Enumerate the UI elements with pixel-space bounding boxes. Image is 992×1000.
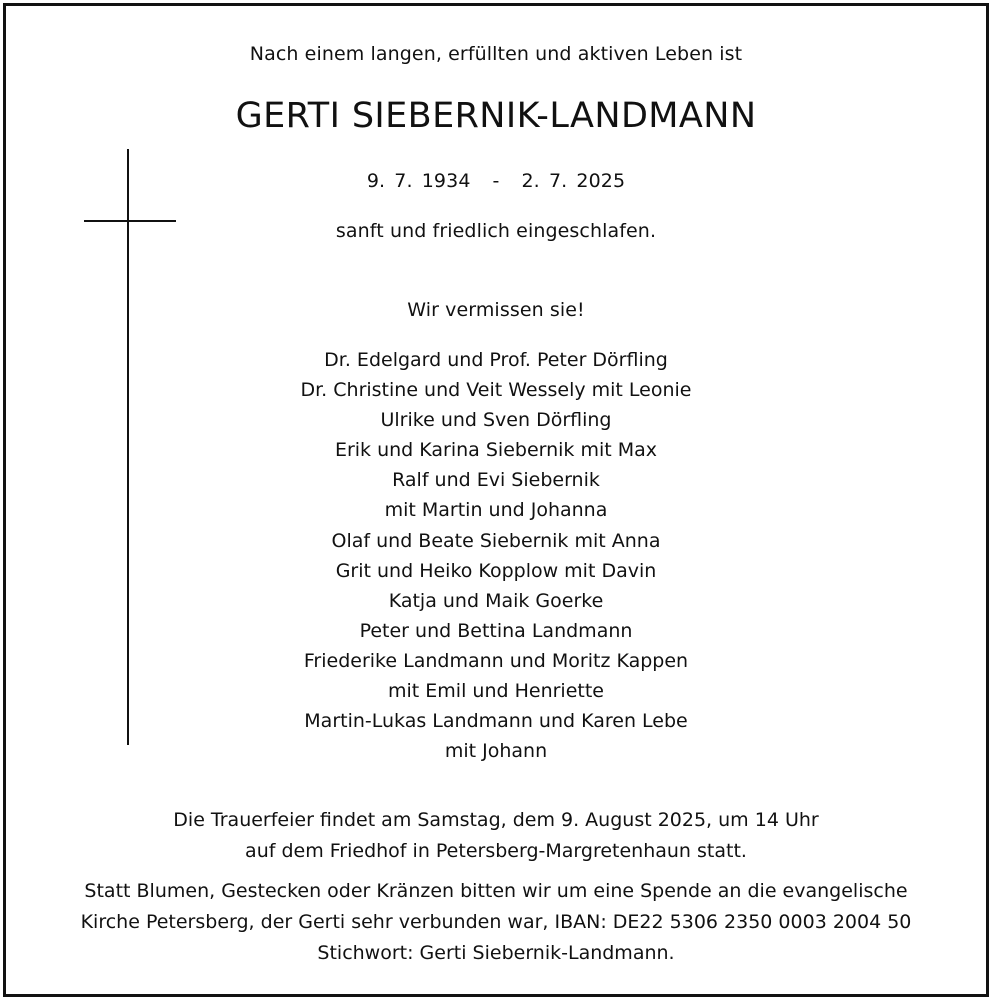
- birth-date: 9. 7. 1934: [366, 170, 471, 192]
- donation-line: Kirche Petersberg, der Gerti sehr verbunden war, IBAN: DE22 5306 2350 0003 2004 50: [80, 911, 912, 933]
- family-member: Olaf und Beate Siebernik mit Anna: [331, 529, 661, 552]
- family-member: Erik und Karina Siebernik mit Max: [334, 439, 658, 462]
- donation-line: Stichwort: Gerti Siebernik-Landmann.: [317, 942, 675, 964]
- life-dates: [6, 166, 986, 196]
- donation-details: [6, 876, 986, 969]
- donation-line: Statt Blumen, Gestecken oder Kränzen bitten wir um eine Spende an die evangelische: [84, 880, 908, 902]
- obituary-notice: [3, 3, 989, 997]
- cross-vertical-bar: [127, 149, 129, 745]
- family-member: mit Emil und Henriette: [388, 680, 604, 703]
- family-member: Grit und Heiko Kopplow mit Davin: [335, 559, 657, 582]
- family-member: Friederike Landmann und Moritz Kappen: [303, 649, 689, 672]
- family-member: Peter und Bettina Landmann: [359, 619, 633, 642]
- family-member: Katja und Maik Goerke: [388, 589, 604, 612]
- intro-text: Nach einem langen, erfüllten und aktiven Leben ist: [249, 43, 743, 65]
- passed-away-text: sanft und friedlich eingeschlafen.: [335, 220, 657, 242]
- date-separator: -: [492, 170, 500, 192]
- funeral-line: Die Trauerfeier findet am Samstag, dem 9. August 2025, um 14 Uhr: [173, 809, 819, 831]
- family-member: Dr. Edelgard und Prof. Peter Dörfling: [324, 349, 668, 371]
- family-member: mit Martin und Johanna: [384, 499, 608, 522]
- family-member: Ulrike und Sven Dörfling: [380, 409, 612, 432]
- funeral-line: auf dem Friedhof in Petersberg-Margretenhaun statt.: [245, 840, 747, 862]
- funeral-details: [6, 805, 986, 867]
- family-list: [6, 345, 986, 766]
- family-member: mit Johann: [444, 740, 548, 763]
- deceased-name: GERTI SIEBERNIK-LANDMANN: [235, 96, 757, 136]
- cross-horizontal-bar: [84, 220, 176, 222]
- missed-text: Wir vermissen sie!: [407, 299, 585, 321]
- family-member: Ralf und Evi Siebernik: [392, 469, 600, 492]
- family-member: Dr. Christine und Veit Wessely mit Leonie: [300, 379, 692, 402]
- death-date: 2. 7. 2025: [521, 170, 626, 192]
- family-member: Martin-Lukas Landmann und Karen Lebe: [304, 710, 688, 733]
